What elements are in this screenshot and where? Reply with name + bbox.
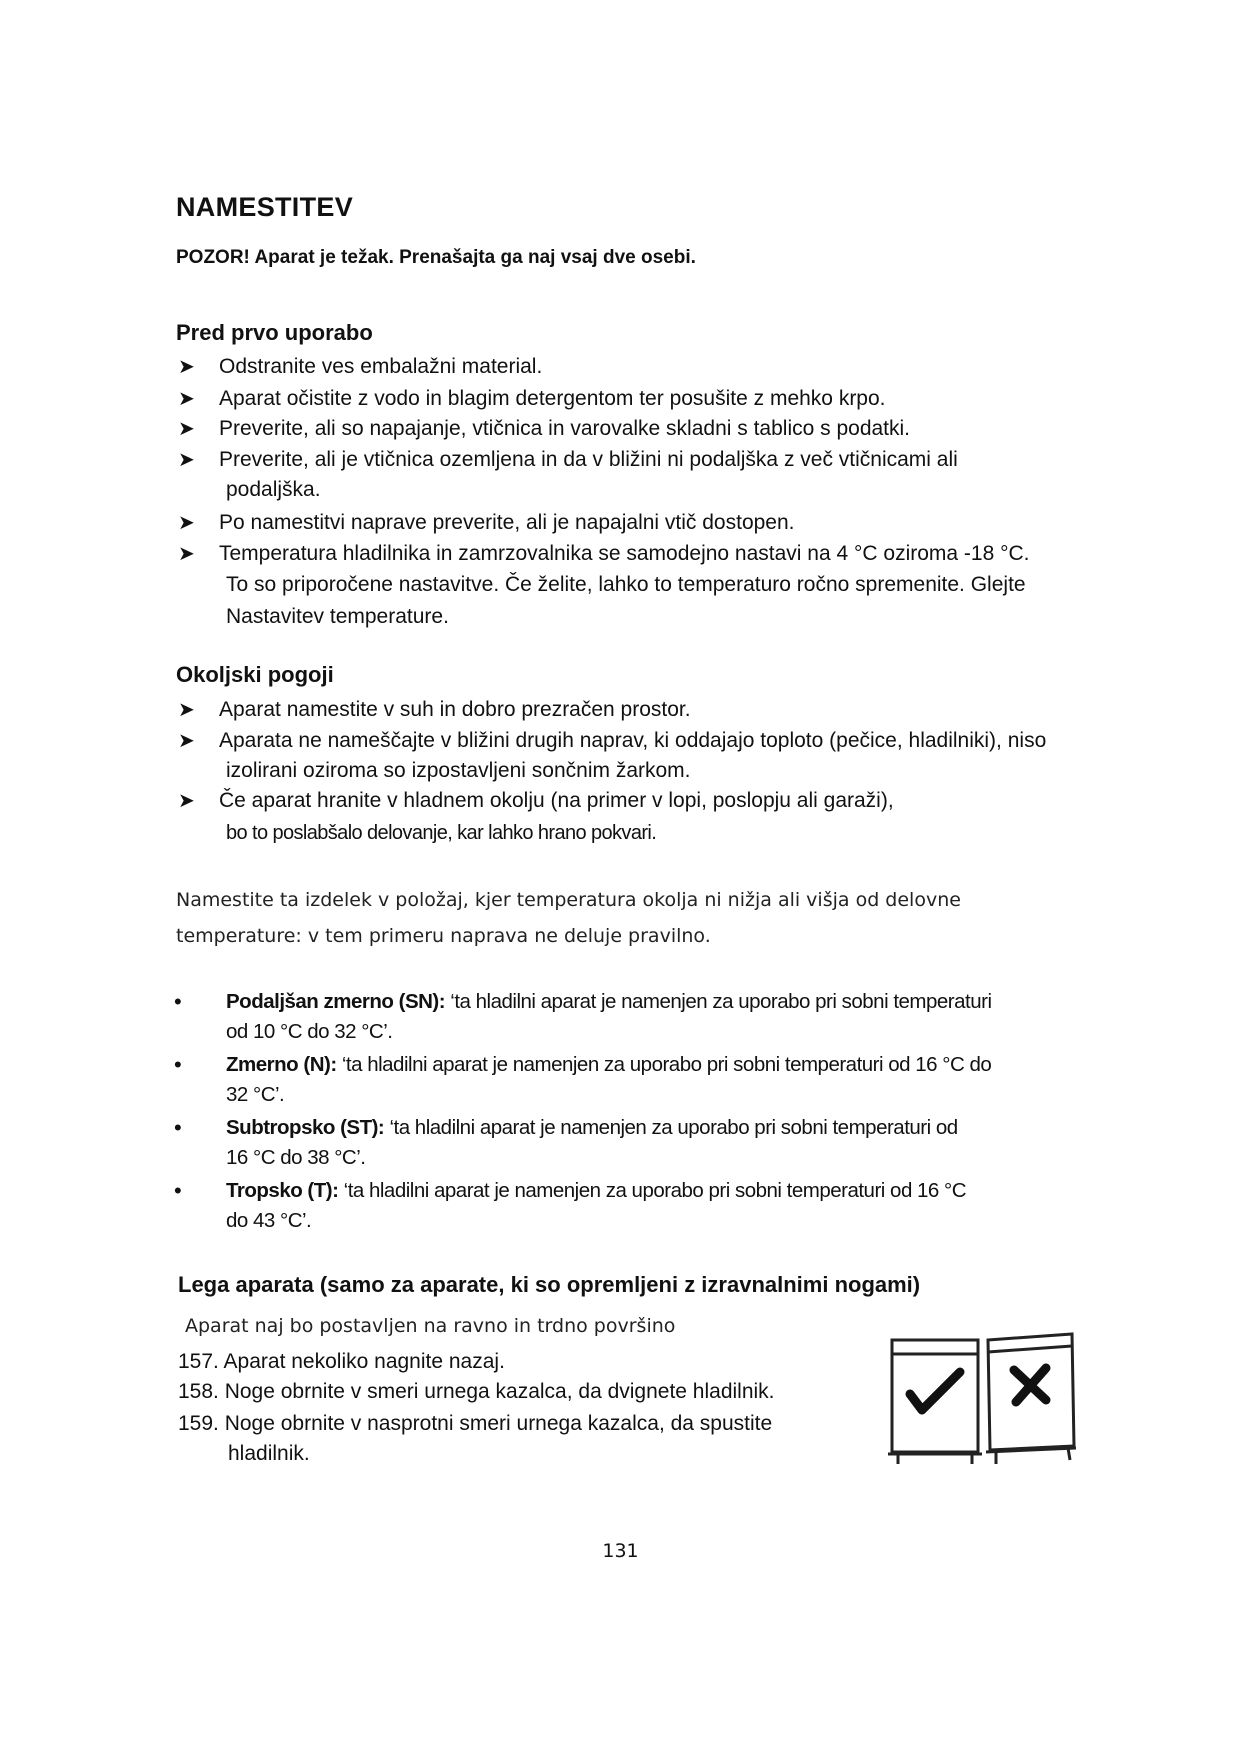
arrowhead-bullet-icon: ➤	[178, 512, 195, 534]
page-number: 131	[602, 1540, 639, 1562]
note-line: Namestite ta izdelek v položaj, kjer temperatura okolja ni nižja ali višja od delovne	[176, 889, 961, 911]
bullet-icon: •	[174, 1115, 182, 1140]
arrowhead-bullet-icon: ➤	[178, 730, 195, 752]
bullet-icon: •	[174, 1178, 182, 1203]
note-line: temperature: v tem primeru naprava ne deluje pravilno.	[176, 925, 711, 947]
bullet-icon: •	[174, 1052, 182, 1077]
arrowhead-bullet-icon: ➤	[178, 543, 195, 565]
manual-page: NAMESTITEV POZOR! Aparat je težak. Prenašajta ga naj vsaj dve osebi. Pred prvo uporabo ➤ Odstranite ves embalažni material. ➤ Aparat očistite z vodo in blagim detergentom ter posušite z mehko krpo. ➤ Preverite, ali so napajanje, vtičnica in varovalke skladni s tablico s podatki. ➤ Preverite, ali je vtičnica ozemljena in da v bližini ni podaljška z več vtičnicami ali podaljška. ➤ Po namestitvi naprave preverite, ali je napajalni vtič dostopen. ➤ Temperatura hladilnika in zamrzovalnika se samodejno nastavi na 4 °C oziroma -18 °C. To so priporočene nastavitve. Če želite, lahko to temperaturo ročno spremenite. Glejte Nastavitev temperature. Okoljski pogoji ➤ Aparat namestite v suh in dobro prezračen prostor. ➤ Aparata ne nameščajte v bližini drugih naprav, ki oddajajo toploto (pečice, hladilniki), niso izolirani oziroma so izpostavljeni sončnim žarkom. ➤ Če aparat hranite v hladnem okolju (na primer v lopi, poslopju ali garaži), bo to poslabšalo delovanje, kar lahko hrano pokvari. Namestite ta izdelek v položaj, kjer temperatura okolja ni nižja ali višja od delovne temperature: v tem primeru naprava ne deluje pravilno. • Podaljšan zmerno (SN): ‘ta hladilni aparat je namenjen za uporabo pri sobni temperaturi od 10 °C do 32 °C’. • Zmerno (N): ‘ta hladilni aparat je namenjen za uporabo pri sobni temperaturi od 16 °C do 32 °C’. • Subtropsko (ST): ‘ta hladilni aparat je namenjen za uporabo pri sobni temperaturi od 16 °C do 38 °C’. • Tropsko (T): ‘ta hladilni aparat je namenjen za uporabo pri sobni temperaturi od 16 °C do 43 °C’. Lega aparata (samo za aparate, ki so opremljeni z izravnalnimi nogami) Aparat naj bo postavljen na ravno in trdno površino 157. Aparat nekoliko nagnite nazaj. 158. Noge obrnite v smeri urnega kazalca, da dvignete hladilnik. 159. Noge obrnite v nasprotni smeri urnega kazalca, da spustite hladilnik. 131	[0, 0, 1241, 1754]
section-title-first-use: Pred prvo uporabo	[176, 320, 373, 345]
arrowhead-bullet-icon: ➤	[178, 388, 195, 410]
leveling-illustration	[888, 1330, 1078, 1470]
list-item: 159. Noge obrnite v nasprotni smeri urnega kazalca, da spustite	[178, 1412, 773, 1435]
section-title-environment: Okoljski pogoji	[176, 662, 334, 687]
list-item: 158. Noge obrnite v smeri urnega kazalca, da dvignete hladilnik.	[178, 1380, 775, 1403]
arrowhead-bullet-icon: ➤	[178, 790, 195, 812]
leveling-subtitle: Aparat naj bo postavljen na ravno in trdno površino	[185, 1315, 676, 1337]
list-item-continuation: hladilnik.	[228, 1442, 310, 1465]
section-title-leveling: Lega aparata (samo za aparate, ki so opremljeni z izravnalnimi nogami)	[178, 1272, 921, 1297]
warning-text: POZOR! Aparat je težak. Prenašajta ga naj vsaj dve osebi.	[176, 247, 696, 268]
list-item: 157. Aparat nekoliko nagnite nazaj.	[178, 1350, 505, 1373]
arrowhead-bullet-icon: ➤	[178, 418, 195, 440]
arrowhead-bullet-icon: ➤	[178, 699, 195, 721]
tilted-appliance-figure	[986, 1334, 1076, 1464]
bullet-icon: •	[174, 989, 182, 1014]
arrowhead-bullet-icon: ➤	[178, 449, 195, 471]
page-title: NAMESTITEV	[176, 192, 354, 222]
level-appliance-figure	[888, 1340, 982, 1464]
arrowhead-bullet-icon: ➤	[178, 356, 195, 378]
